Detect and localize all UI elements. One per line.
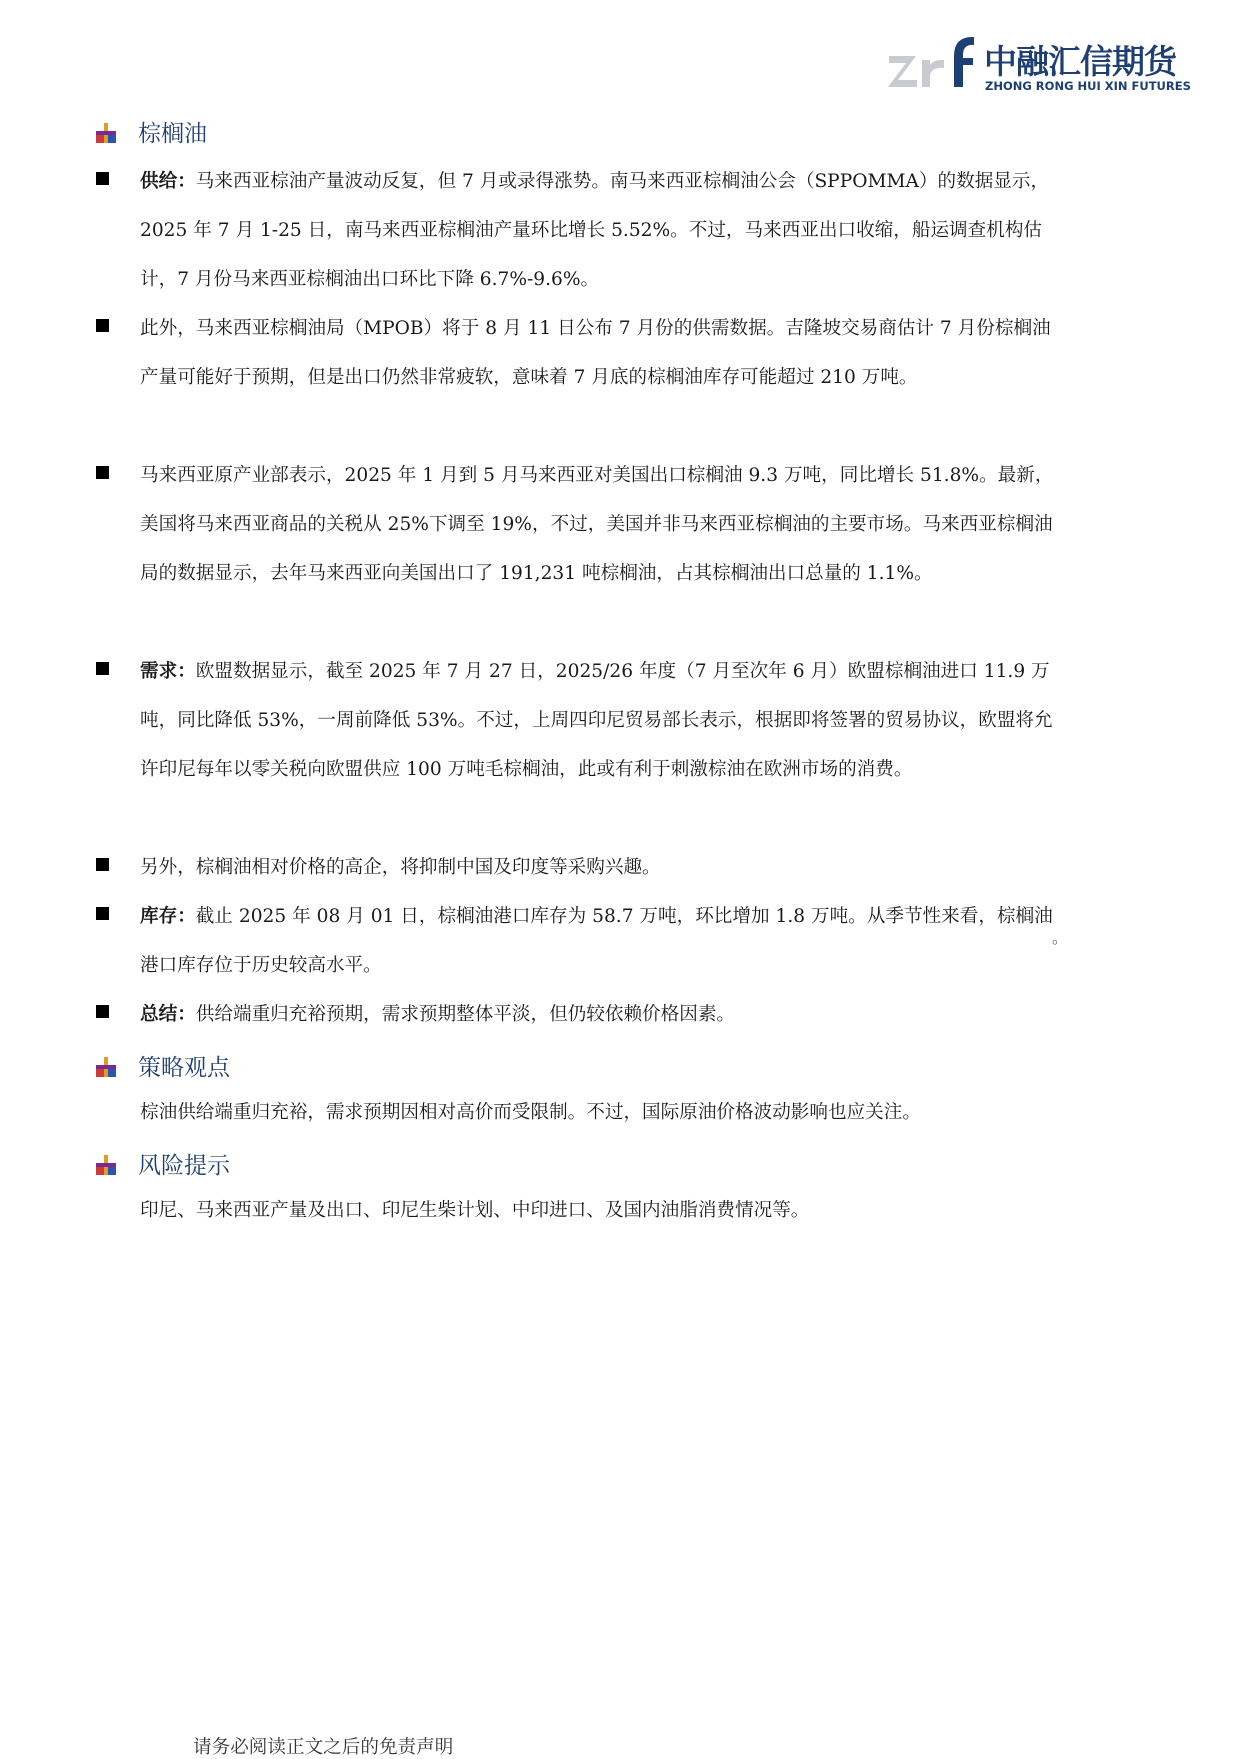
square-bullet-icon: [96, 907, 109, 920]
heading-cross-icon: [96, 1155, 116, 1175]
stray-punctuation: 。: [1052, 928, 1069, 947]
footer-disclaimer: 请务必阅读正文之后的免责声明: [193, 1737, 454, 1758]
square-bullet-icon: [96, 319, 109, 332]
bullet-body: 马来西亚棕油产量波动反复，但 7 月或录得涨势。南马来西亚棕榈油公会（SPPOMMA）的数据显示，2025 年 7 月 1-25 日，南马来西亚棕榈油产量环比增长 5.52%。不过，马来西亚出口收缩，船运调查机构估计，7 月份马来西亚棕榈油出口环比下降 6.7%-9.6%。: [140, 171, 1050, 290]
company-logo: [886, 30, 1191, 93]
heading-cross-icon: [96, 1057, 116, 1077]
bullet-us-exports: [96, 451, 1056, 598]
square-bullet-icon: [96, 858, 109, 871]
bullet-supply: [96, 157, 1056, 304]
heading-cross-icon: [96, 123, 116, 143]
zrf-logo-icon: [886, 30, 982, 92]
bullet-body: 马来西亚原产业部表示，2025 年 1 月到 5 月马来西亚对美国出口棕榈油 9.3 万吨，同比增长 51.8%。最新，美国将马来西亚商品的关税从 25%下调至 19%，不过，美国并非马来西亚棕榈油的主要市场。马来西亚棕榈油局的数据显示，去年马来西亚向美国出口了 191,231 吨棕榈油，占其棕榈油出口总量的 1.1%。: [140, 465, 1054, 584]
bullet-body: 截止 2025 年 08 月 01 日，棕榈油港口库存为 58.7 万吨，环比增加 1.8 万吨。从季节性来看，棕榈油港口库存位于历史较高水平。: [140, 906, 1053, 976]
bullet-price: [96, 843, 1056, 892]
bullet-body: 欧盟数据显示，截至 2025 年 7 月 27 日，2025/26 年度（7 月至次年 6 月）欧盟棕榈油进口 11.9 万吨，同比降低 53%，一周前降低 53%。不过，上周四印尼贸易部长表示，根据即将签署的贸易协议，欧盟将允许印尼每年以零关税向欧盟供应 100 万吨毛棕榈油，此或有利于刺激棕油在欧洲市场的消费。: [140, 661, 1053, 780]
bullet-body: 另外，棕榈油相对价格的高企，将抑制中国及印度等采购兴趣。: [140, 857, 661, 878]
strategy-body: 棕油供给端重归充裕，需求预期因相对高价而受限制。不过，国际原油价格波动影响也应关注。: [140, 1102, 921, 1123]
risk-body: 印尼、马来西亚产量及出口、印尼生柴计划、中印进口、及国内油脂消费情况等。: [140, 1200, 810, 1221]
square-bullet-icon: [96, 662, 109, 675]
section-title: 策略观点: [138, 1055, 230, 1081]
bullet-lead: 库存：: [140, 906, 196, 927]
square-bullet-icon: [96, 466, 109, 479]
logo-english-name: ZHONG RONG HUI XIN FUTURES: [985, 79, 1191, 93]
bullet-body: 此外，马来西亚棕榈油局（MPOB）将于 8 月 11 日公布 7 月份的供需数据。吉隆坡交易商估计 7 月份棕榈油产量可能好于预期，但是出口仍然非常疲软，意味着 7 月底的棕榈油库存可能超过 210 万吨。: [140, 318, 1051, 388]
bullet-mpob: [96, 304, 1056, 402]
bullet-demand: [96, 647, 1056, 794]
bullet-lead: 总结：: [140, 1004, 196, 1025]
logo-chinese-name: 中融汇信期货: [984, 42, 1176, 81]
bullet-summary: [96, 990, 1056, 1039]
bullet-lead: 供给：: [140, 171, 196, 192]
bullet-lead: 需求：: [140, 661, 196, 682]
square-bullet-icon: [96, 172, 109, 185]
bullet-body: 供给端重归充裕预期，需求预期整体平淡，但仍较依赖价格因素。: [195, 1004, 736, 1025]
section-title: 棕榈油: [138, 121, 207, 147]
square-bullet-icon: [96, 1005, 109, 1018]
bullet-inventory: [96, 892, 1056, 990]
section-title: 风险提示: [138, 1153, 230, 1179]
